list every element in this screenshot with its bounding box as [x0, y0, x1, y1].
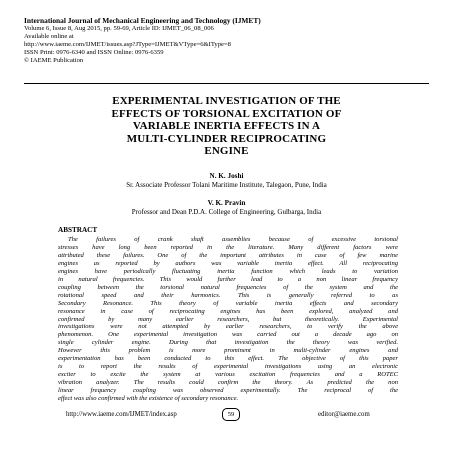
journal-masthead	[24, 16, 424, 65]
abstract-line: in natural frequencies. This would further lead to a non linear frequency	[58, 275, 398, 283]
footer-url-link[interactable]: http://www.iaeme.com/IJMET/index.asp	[66, 411, 177, 418]
abstract-line: single cylinder engine. During that investigation the theory was verified.	[58, 339, 398, 347]
abstract-line: The failures of crank shaft assemblies because of excessive torsional	[68, 236, 398, 243]
abstract-line: exciter to excite the system at various excitation frequencies and a ROTEC	[58, 371, 398, 379]
title-line: ENGINE	[204, 145, 249, 157]
abstract-line: investigations were not attempted by earlier researchers, to verify the above	[58, 323, 398, 331]
footer-email-link[interactable]: editor@iaeme.com	[318, 411, 370, 418]
abstract-line: engines have periodically fluctuating inertia function which leads to variation	[58, 267, 398, 275]
header-divider	[24, 83, 429, 84]
abstract-line: engines as reported by authors was variable inertia effect. All reciprocating	[58, 259, 398, 267]
abstract-line: stresses have long been reported in the literature. Many different factors were	[58, 243, 398, 251]
available-online-label: Available online at	[24, 33, 74, 40]
publisher-line: © IAEME Publication	[24, 57, 84, 64]
title-line: EFFECTS OF TORSIONAL EXCITATION OF	[111, 107, 342, 120]
author-block	[24, 199, 429, 217]
abstract-line: Secondary Resonance. This theory of variable inertia effects and secondary	[58, 299, 398, 307]
abstract-line: is to report the results of experimental investigations using an electronic	[58, 363, 398, 371]
author-name: N. K. Joshi	[209, 172, 244, 180]
author-affiliation: Professor and Dean P.D.A. College of Engineering, Gulbarga, India	[131, 208, 322, 216]
abstract-line: experimentation has been conducted to this effect. The objective of this paper	[58, 355, 398, 363]
issn-line: ISSN Print: 0976-6340 and ISSN Online: 0976-6359	[24, 49, 164, 56]
abstract-line: linear frequency coupling was observed experimentally. The reciprocal of the	[58, 387, 398, 395]
author-name: V. K. Pravin	[207, 199, 246, 207]
title-line: VARIABLE INERTIA EFFECTS IN A	[132, 120, 321, 132]
page-footer	[0, 408, 453, 422]
author-affiliation: Sr. Associate Professor Tolani Maritime Institute, Talegaon, Pune, India	[126, 181, 327, 189]
journal-name: International Journal of Mechanical Engineering and Technology (IJMET)	[24, 16, 261, 25]
title-line: MULTI-CYLINDER RECIPROCATING	[126, 132, 327, 145]
paper-title	[40, 95, 413, 158]
abstract-body	[58, 236, 398, 403]
issue-url-link[interactable]: http://www.iaeme.com/IJMET/issues.asp?JType=IJMET&VType=6&IType=8	[24, 41, 231, 48]
abstract-line: resonance in case of reciprocating engines has been explored, analyzed and	[58, 307, 398, 315]
author-block	[24, 172, 429, 190]
abstract-line: effect was also confirmed with the existence of secondary resonance.	[58, 395, 239, 403]
abstract-line: vibration analyzer. The results could confirm the theory. As predicted the non	[58, 379, 398, 387]
page-number-badge: 59	[222, 408, 240, 421]
abstract-line: coupling between the torsional natural frequencies of the system and the	[58, 283, 398, 291]
abstract-line: rotational speed and their harmonics. This is generally referred to as	[58, 291, 398, 299]
title-line: EXPERIMENTAL INVESTIGATION OF THE	[112, 95, 341, 107]
abstract-line: However this problem is more prominent in multi-cylinder engines and	[58, 347, 398, 355]
volume-issue-line: Volume 6, Issue 8, Aug 2015, pp. 59-69, Article ID: IJMET_06_08_006	[24, 25, 214, 32]
abstract-line: attributed these failures. One of the important attributes in case of few marine	[58, 251, 398, 259]
abstract-line: confirmed by many earlier researchers, but theoretically. Experimental	[58, 315, 398, 323]
abstract-line: phenomenon. One experimental investigation was carried out a decade ago on	[58, 331, 398, 339]
abstract-heading: ABSTRACT	[58, 226, 98, 234]
